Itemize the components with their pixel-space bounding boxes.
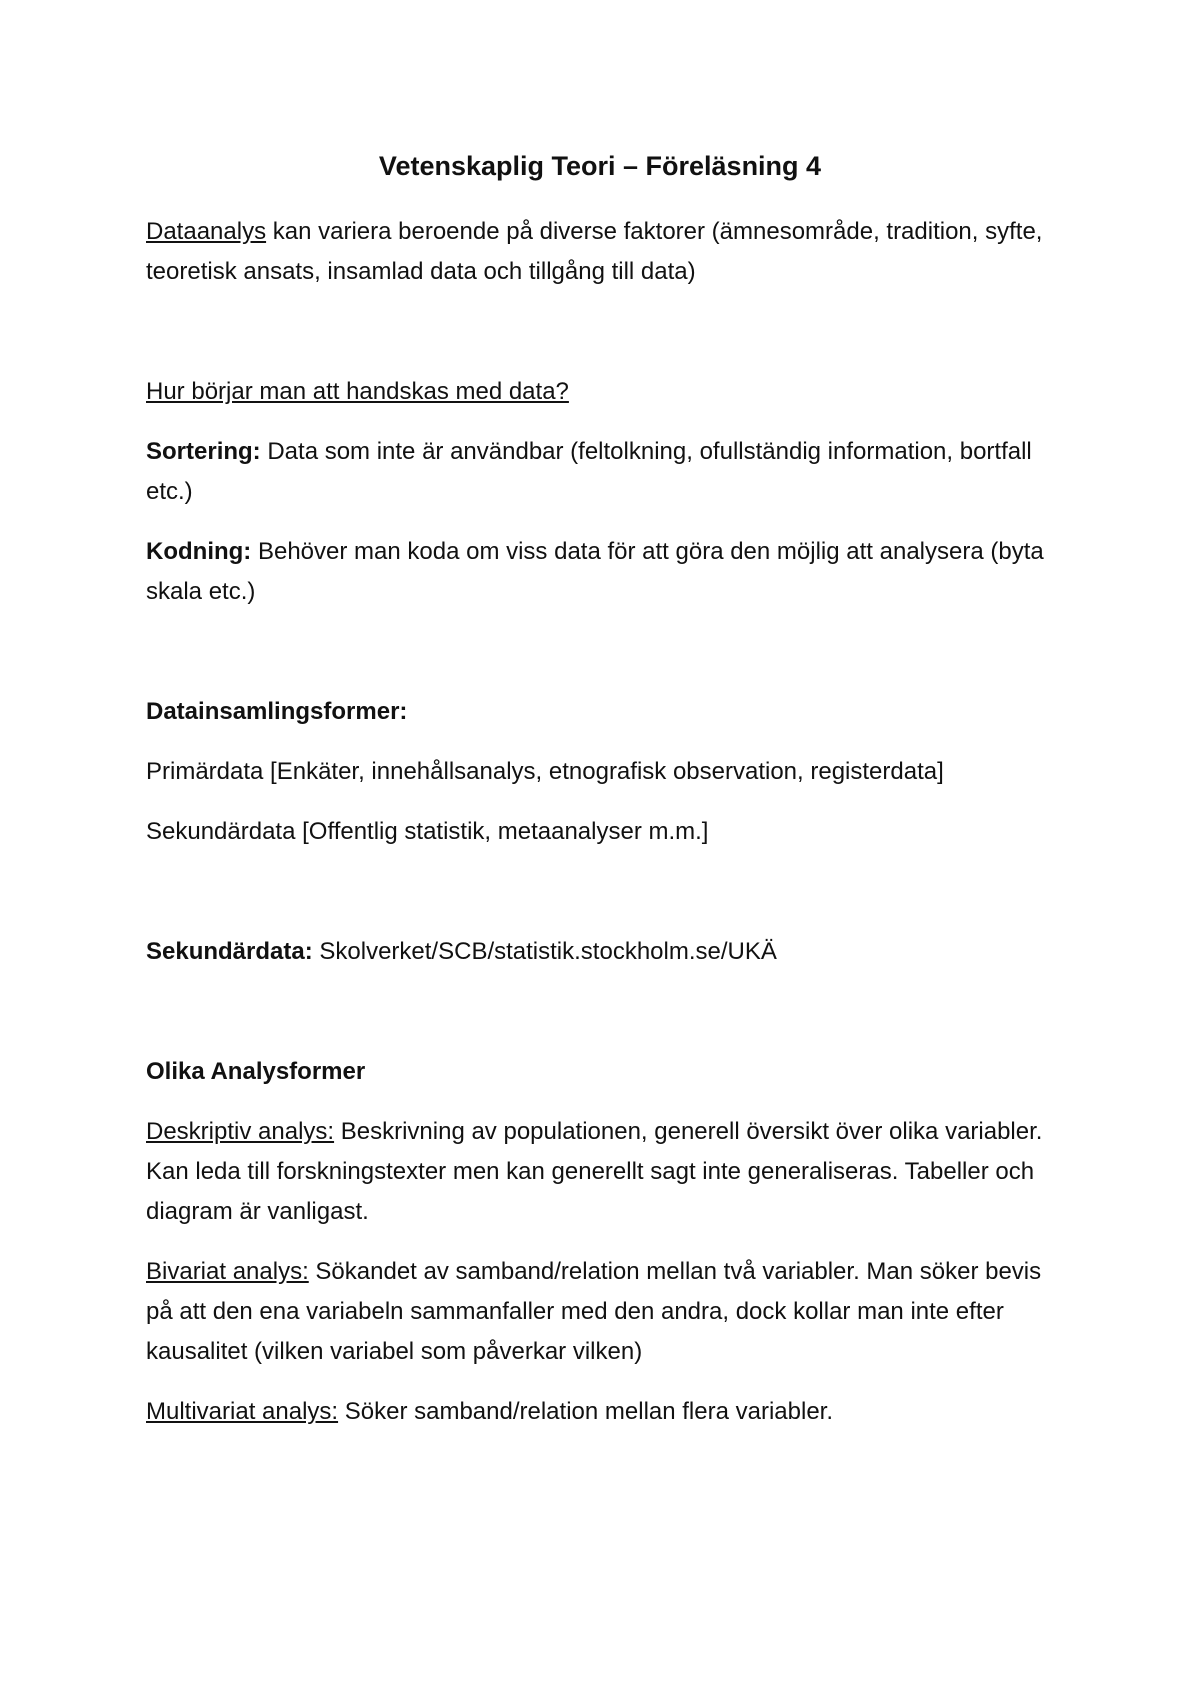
secondary-sources-paragraph	[146, 932, 1066, 972]
secondary-data-line: Sekundärdata [Offentlig statistik, metaanalyser m.m.]	[146, 818, 709, 845]
bivariate-text: Sökandet av samband/relation mellan två variabler. Man söker bevis på att den ena variabeln sammanfaller med den andra, dock kollar man inte efter kausalitet (vilken variabel som påverkar vilken)	[146, 1258, 1042, 1365]
descriptive-paragraph	[146, 1112, 1066, 1232]
sortering-paragraph	[146, 432, 1066, 512]
intro-text: kan variera beroende på diverse faktorer (ämnesområde, tradition, syfte, teoretisk ansats, insamlad data och tillgång till data)	[146, 218, 1043, 285]
descriptive-text: Beskrivning av populationen, generell översikt över olika variabler. Kan leda till forskningstexter men kan generellt sagt inte generaliseras. Tabeller och diagram är vanligast.	[146, 1118, 1043, 1225]
primary-data-line: Primärdata [Enkäter, innehållsanalys, etnografisk observation, registerdata]	[146, 758, 944, 785]
secondary-sources-text: Skolverket/SCB/statistik.stockholm.se/UKÄ	[312, 938, 777, 965]
sortering-label: Sortering:	[146, 438, 261, 465]
handling-question-text: Hur börjar man att handskas med data?	[146, 378, 569, 405]
kodning-paragraph	[146, 532, 1066, 612]
multivariate-text: Söker samband/relation mellan flera variabler.	[338, 1398, 833, 1425]
collection-heading: Datainsamlingsformer:	[146, 698, 408, 725]
handling-question	[146, 372, 1066, 412]
multivariate-paragraph	[146, 1392, 1066, 1432]
dataanalys-term: Dataanalys	[146, 218, 267, 245]
kodning-label: Kodning:	[146, 538, 252, 565]
document-title: Vetenskaplig Teori – Föreläsning 4	[378, 151, 822, 181]
descriptive-label: Deskriptiv analys:	[146, 1118, 335, 1145]
multivariate-label: Multivariat analys:	[146, 1398, 339, 1425]
secondary-sources-label: Sekundärdata:	[146, 938, 313, 965]
kodning-text: Behöver man koda om viss data för att göra den möjlig att analysera (byta skala etc.)	[146, 538, 1044, 605]
intro-paragraph	[146, 212, 1066, 292]
bivariate-paragraph	[146, 1252, 1066, 1372]
bivariate-label: Bivariat analys:	[146, 1258, 309, 1285]
sortering-text: Data som inte är användbar (feltolkning, ofullständig information, bortfall etc.)	[146, 438, 1032, 505]
analysis-heading: Olika Analysformer	[146, 1058, 366, 1085]
